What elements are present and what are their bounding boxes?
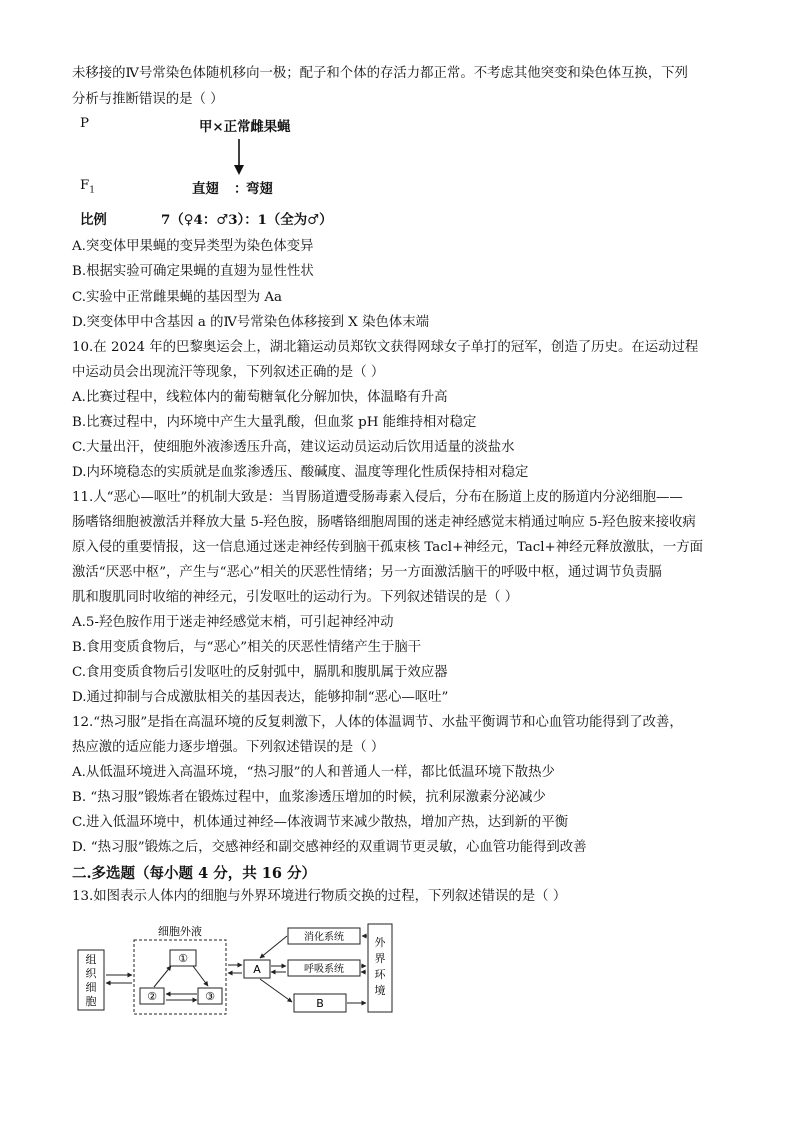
q10-option-b: B.比赛过程中，内环境中产生大量乳酸，但血浆 pH 能维持相对稳定 <box>72 415 477 430</box>
extracellular-fluid-label: 细胞外液 <box>158 925 202 938</box>
cross-arrow <box>232 139 246 177</box>
ratio-label: 比例 <box>80 212 107 228</box>
tissue-cell-char-4: 胞 <box>85 995 97 1008</box>
q11-option-d: D.通过抑制与合成激肽相关的基因表达，能够抑制“恶心—呕吐” <box>72 690 449 705</box>
q11-stem-line3: 原入侵的重要情报，这一信息通过迷走神经传到脑干孤束核 Tacl+神经元，Tacl+神经元释放激肽，一方面 <box>72 540 704 555</box>
digestive-system-node <box>288 928 360 944</box>
q11-stem-line1: 11.人“恶心—呕吐”的机制大致是：当胃肠道遭受肠毒素入侵后，分布在肠道上皮的肠道内分泌细胞—— <box>72 490 683 505</box>
node-1 <box>170 950 196 966</box>
external-char-1: 外 <box>374 936 386 949</box>
q10-option-c: C.大量出汗，使细胞外液渗透压升高，建议运动员运动后饮用适量的淡盐水 <box>72 440 515 455</box>
q9-option-b: B.根据实验可确定果蝇的直翅为显性性状 <box>72 264 314 279</box>
q12-option-d: D. “热习服”锻炼之后，交感神经和副交感神经的双重调节更灵敏，心血管功能得到改善 <box>72 840 587 855</box>
node-b <box>294 994 346 1012</box>
tissue-cell-char-3: 细 <box>85 981 97 994</box>
phenotype-straight: 直翅 <box>192 181 219 197</box>
parents-label: 甲×正常雌果蝇 <box>199 119 291 135</box>
svg-text:消化系统: 消化系统 <box>304 932 344 943</box>
phenotype-colon: ： <box>234 181 248 197</box>
ratio-value: 7（♀4：♂3）：1（全为♂） <box>161 212 333 228</box>
tissue-cell-char-2: 织 <box>85 967 97 980</box>
q13-stem: 13.如图表示人体内的细胞与外界环境进行物质交换的过程，下列叙述错误的是（ ） <box>72 889 567 904</box>
q9-stem-line1: 未移接的Ⅳ号常染色体随机移向一极；配子和个体的存活力都正常。不考虑其他突变和染色体互换，下列 <box>72 66 688 81</box>
section-title-multiple-choice: 二.多选题（每小题 4 分，共 16 分） <box>72 865 317 882</box>
external-environment-node <box>368 924 392 1012</box>
q11-stem-line5: 肌和腹肌同时收缩的神经元，引发呕吐的运动行为。下列叙述错误的是（ ） <box>72 590 519 605</box>
q12-stem-line2: 热应激的适应能力逐步增强。下列叙述错误的是（ ） <box>72 740 385 755</box>
q11-option-b: B.食用变质食物后，与“恶心”相关的厌恶性情绪产生于脑干 <box>72 640 422 655</box>
q11-stem-line2: 肠嗜铬细胞被激活并释放大量 5-羟色胺，肠嗜铬细胞周围的迷走神经感觉末梢通过响应 5-羟色胺来接收病 <box>72 515 696 530</box>
external-char-2: 界 <box>374 952 386 965</box>
q12-option-b: B. “热习服”锻炼者在锻炼过程中，血浆渗透压增加的时候，抗利尿激素分泌减少 <box>72 790 546 805</box>
q12-stem-line1: 12.“热习服”是指在高温环境的反复刺激下，人体的体温调节、水盐平衡调节和心血管功能得到了改善， <box>72 715 683 730</box>
q10-option-d: D.内环境稳态的实质就是血浆渗透压、酸碱度、温度等理化性质保持相对稳定 <box>72 465 529 480</box>
tissue-cell-node <box>78 950 104 1010</box>
q9-option-c: C.实验中正常雌果蝇的基因型为 Aa <box>72 290 283 305</box>
q9-option-a: A.突变体甲果蝇的变异类型为染色体变异 <box>72 239 314 254</box>
svg-text:呼吸系统: 呼吸系统 <box>304 964 344 975</box>
q12-option-c: C.进入低温环境中，机体通过神经—体液调节来减少散热，增加产热，达到新的平衡 <box>72 815 569 830</box>
node-3 <box>198 988 222 1004</box>
external-char-3: 环 <box>374 968 386 981</box>
svg-text:A: A <box>253 963 261 976</box>
svg-text:③: ③ <box>205 990 215 1003</box>
q12-option-a: A.从低温环境进入高温环境，“热习服”的人和普通人一样，都比低温环境下散热少 <box>72 765 555 780</box>
f1-label: $F_1$ <box>80 178 96 196</box>
q11-option-a: A.5-羟色胺作用于迷走神经感觉末梢，可引起神经冲动 <box>72 615 394 630</box>
q11-option-c: C.食用变质食物后引发呕吐的反射弧中，膈肌和腹肌属于效应器 <box>72 665 448 680</box>
q11-stem-line4: 激活“厌恶中枢”，产生与“恶心”相关的厌恶性情绪；另一方面激活脑干的呼吸中枢，通过调节负责膈 <box>72 565 662 580</box>
exchange-diagram <box>72 920 412 1020</box>
phenotype-curved: 弯翅 <box>246 181 273 197</box>
svg-text:B: B <box>316 997 324 1010</box>
q9-stem-line2: 分析与推断错误的是（ ） <box>72 92 224 107</box>
q9-option-d: D.突变体甲中含基因 a 的Ⅳ号常染色体移接到 X 染色体末端 <box>72 315 430 330</box>
q10-option-a: A.比赛过程中，线粒体内的葡萄糖氧化分解加快，体温略有升高 <box>72 390 448 405</box>
q10-stem-line1: 10.在 2024 年的巴黎奥运会上，湖北籍运动员郑钦文获得网球女子单打的冠军，创造了历史。在运动过程 <box>72 340 699 355</box>
svg-text:①: ① <box>178 952 188 965</box>
q10-stem-line2: 中运动员会出现流汗等现象，下列叙述正确的是（ ） <box>72 365 385 380</box>
external-char-4: 境 <box>374 984 386 997</box>
tissue-cell-char-1: 组 <box>85 953 97 966</box>
svg-text:②: ② <box>147 990 157 1003</box>
node-2 <box>140 988 164 1004</box>
p-label: P <box>80 116 90 131</box>
node-a <box>244 960 270 978</box>
respiratory-system-node <box>288 960 360 976</box>
